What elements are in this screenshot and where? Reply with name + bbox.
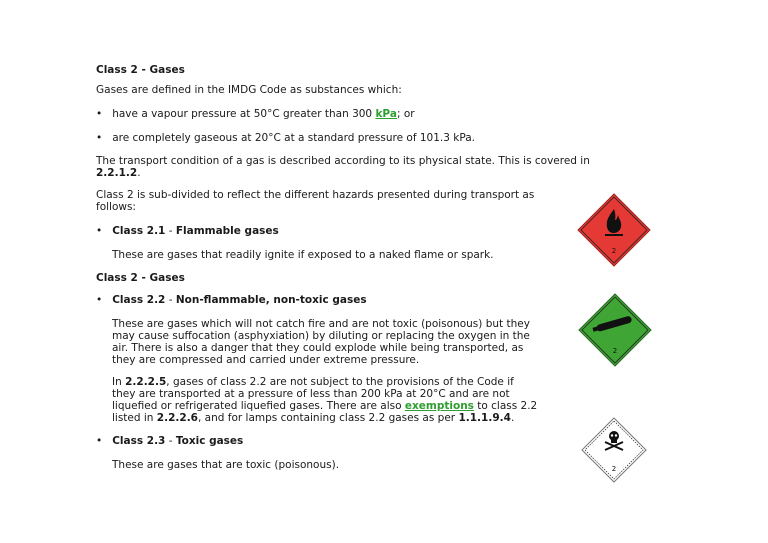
toxic-gas-placard [581,417,647,483]
intro-text: Gases are defined in the IMDG Code as substances which: [96,84,402,96]
bullet-marker: • [96,435,113,447]
transport-line-2: 2.2.1.2. [96,167,141,179]
subdivided-line-2: follows: [96,201,136,213]
bullet-gaseous: • are completely gaseous at 20°C at a standard pressure of 101.3 kPa. [96,132,475,144]
non-flammable-gas-placard [578,293,652,367]
class-2-1-heading: • Class 2.1 - Flammable gases [96,225,279,237]
class-2-2-heading: • Class 2.2 - Non-flammable, non-toxic gases [96,294,367,306]
svg-text:2: 2 [611,465,617,473]
class-2-2-para1-line: they are compressed and carried under extreme pressure. [112,354,420,366]
kpa-link[interactable]: kPa [375,108,397,120]
class-2-2-para2-line-2: they are transported at a pressure of less than 200 kPa at 20°C and are not [112,388,510,400]
ref-2-2-2-6: 2.2.2.6 [156,412,198,424]
bullet-marker: • [96,225,113,237]
class-2-1-description: These are gases that readily ignite if exposed to a naked flame or spark. [112,249,494,261]
class-2-2-para2-line-4: listed in 2.2.2.6, and for lamps containing class 2.2 gases as per 1.1.1.9.4. [112,412,515,424]
flame-icon [577,193,651,267]
bullet-marker: • [96,294,113,306]
svg-text:2: 2 [612,347,618,355]
svg-text:2: 2 [611,247,617,255]
ref-2-2-1-2: 2.2.1.2 [96,167,138,179]
class-2-2-para2-line-1: In 2.2.2.5, gases of class 2.2 are not subject to the provisions of the Code if [112,376,514,388]
heading-class-2-repeat: Class 2 - Gases [96,272,185,284]
ref-1-1-1-9-4: 1.1.1.9.4 [458,412,511,424]
skull-crossbones-icon [581,417,647,483]
class-2-2-para1-line: air. There is also a danger that they could explode while being transported, as [112,342,524,354]
class-2-2-para2-line-3: liquefied or refrigerated liquefied gases. There are also exemptions to class 2.2 [112,400,538,412]
heading-class-2: Class 2 - Gases [96,64,185,76]
bullet-marker: • [96,132,113,144]
class-2-3-description: These are gases that are toxic (poisonous). [112,459,340,471]
ref-2-2-2-5: 2.2.2.5 [125,376,167,388]
subdivided-line-1: Class 2 is sub-divided to reflect the different hazards presented during transport as [96,189,535,201]
class-2-2-para1-line: These are gases which will not catch fire and are not toxic (poisonous) but they [112,318,530,330]
bullet-marker: • [96,108,113,120]
class-2-3-heading: • Class 2.3 - Toxic gases [96,435,244,447]
flammable-gas-placard [577,193,651,267]
class-2-2-para1-line: may cause suffocation (asphyxiation) by diluting or replacing the oxygen in the [112,330,530,342]
bullet-vapour-pressure: • have a vapour pressure at 50°C greater than 300 kPa; or [96,108,415,120]
exemptions-link[interactable]: exemptions [404,400,474,412]
transport-line-1: The transport condition of a gas is described according to its physical state. This is covered in [96,155,590,167]
gas-cylinder-icon [578,293,652,367]
